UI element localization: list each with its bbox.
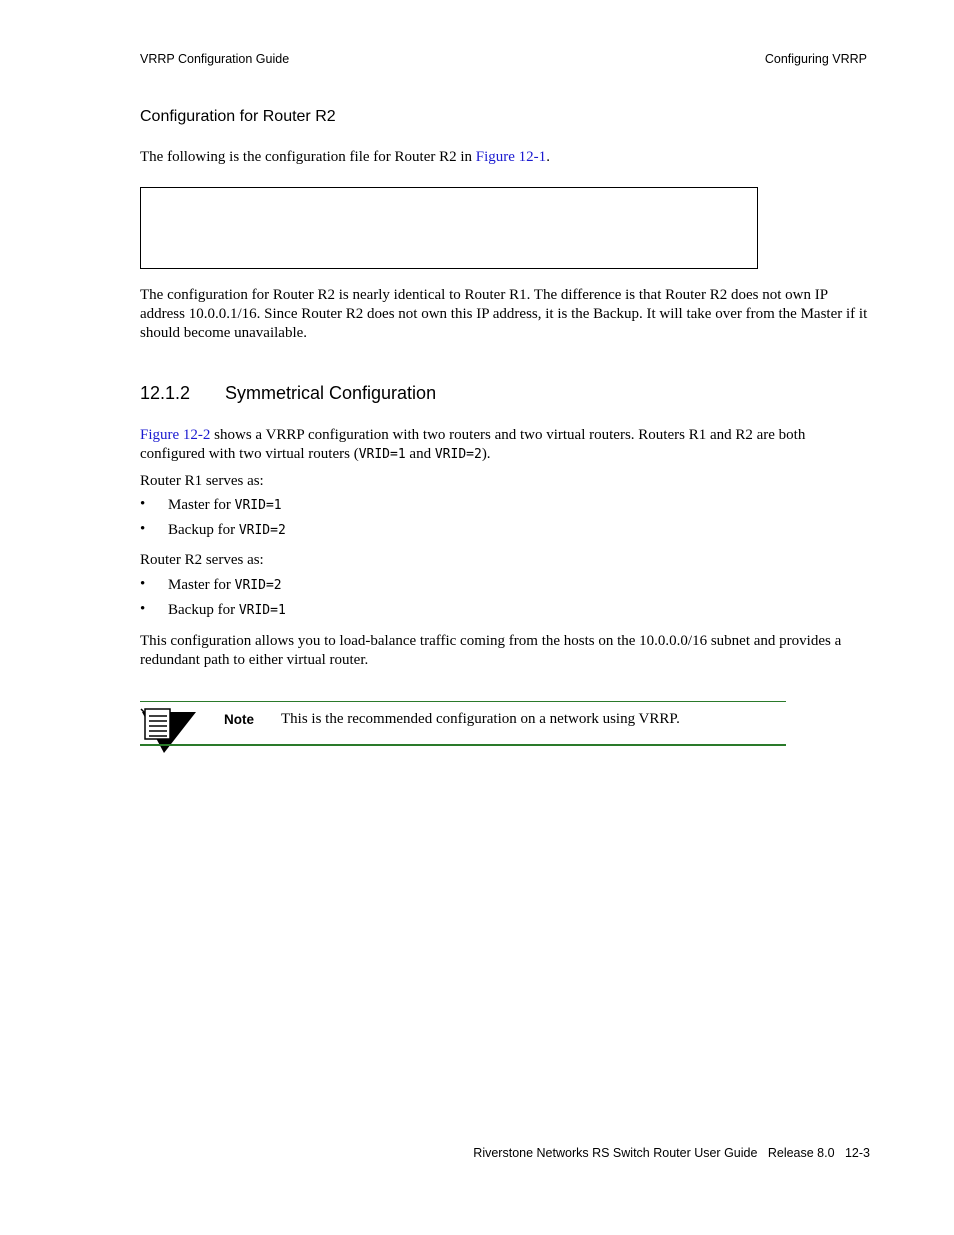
symmetrical-text-1: shows a VRRP configuration with two routers and two virtual routers. Routers R1 and R2 are both configured with two virtual routers ( — [140, 427, 806, 462]
symmetrical-paragraph — [140, 426, 870, 464]
bullet-icon: • — [140, 601, 146, 617]
intro-text-before: The following is the configuration file for Router R2 in — [140, 149, 476, 165]
router-r2-lead: Router R2 serves as: — [140, 552, 264, 568]
figure-12-2-link[interactable]: Figure 12-2 — [140, 427, 211, 443]
list-item-text: Master for — [168, 497, 235, 513]
bullet-icon: • — [140, 496, 146, 512]
note-bottom-rule — [140, 744, 786, 746]
list-item-code: VRID=2 — [234, 578, 282, 593]
list-item-code: VRID=1 — [238, 603, 286, 618]
config-file-box — [140, 187, 758, 269]
list-item-code: VRID=2 — [238, 523, 286, 538]
section-number: 12.1.2 — [140, 383, 191, 403]
section-title: Symmetrical Configuration — [225, 383, 437, 403]
symmetrical-text-2: and — [405, 446, 435, 462]
note-pad-icon — [140, 708, 200, 754]
note-label: Note — [224, 712, 254, 727]
figure-12-1-link[interactable]: Figure 12-1 — [475, 149, 547, 165]
running-footer: Riverstone Networks RS Switch Router User Guide Release 8.0 12-3 — [473, 1146, 870, 1160]
bullet-icon: • — [140, 521, 146, 537]
intro-text-after: . — [546, 149, 550, 165]
running-header-right: Configuring VRRP — [764, 52, 867, 66]
list-item-text: Backup for — [168, 602, 239, 618]
intro-paragraph — [140, 148, 870, 167]
list-item-text: Backup for — [168, 522, 239, 538]
load-balance-paragraph: This configuration allows you to load-balance traffic coming from the hosts on the 10.0.0.0/16 subnet and provides a redundant path to either virtual router. — [140, 633, 842, 668]
note-text: This is the recommended configuration on a network using VRRP. — [281, 711, 680, 727]
symmetrical-text-3: ). — [481, 446, 491, 462]
code-vrid-2: VRID=2 — [434, 447, 482, 462]
running-header-left: VRRP Configuration Guide — [140, 52, 290, 66]
note-top-rule — [140, 701, 786, 702]
list-item-code: VRID=1 — [234, 498, 282, 513]
list-item-text: Master for — [168, 577, 235, 593]
subsection-title: Configuration for Router R2 — [140, 108, 336, 125]
router-r1-lead: Router R1 serves as: — [140, 473, 264, 489]
code-vrid-1: VRID=1 — [358, 447, 406, 462]
bullet-icon: • — [140, 576, 146, 592]
explanation-paragraph: The configuration for Router R2 is nearly identical to Router R1. The difference is that Router R2 does not own IP address 10.0.0.1/16. Since Router R2 does not own this IP address, it is the Backup. It will take over from the Master if it should become unavailable. — [140, 287, 868, 341]
